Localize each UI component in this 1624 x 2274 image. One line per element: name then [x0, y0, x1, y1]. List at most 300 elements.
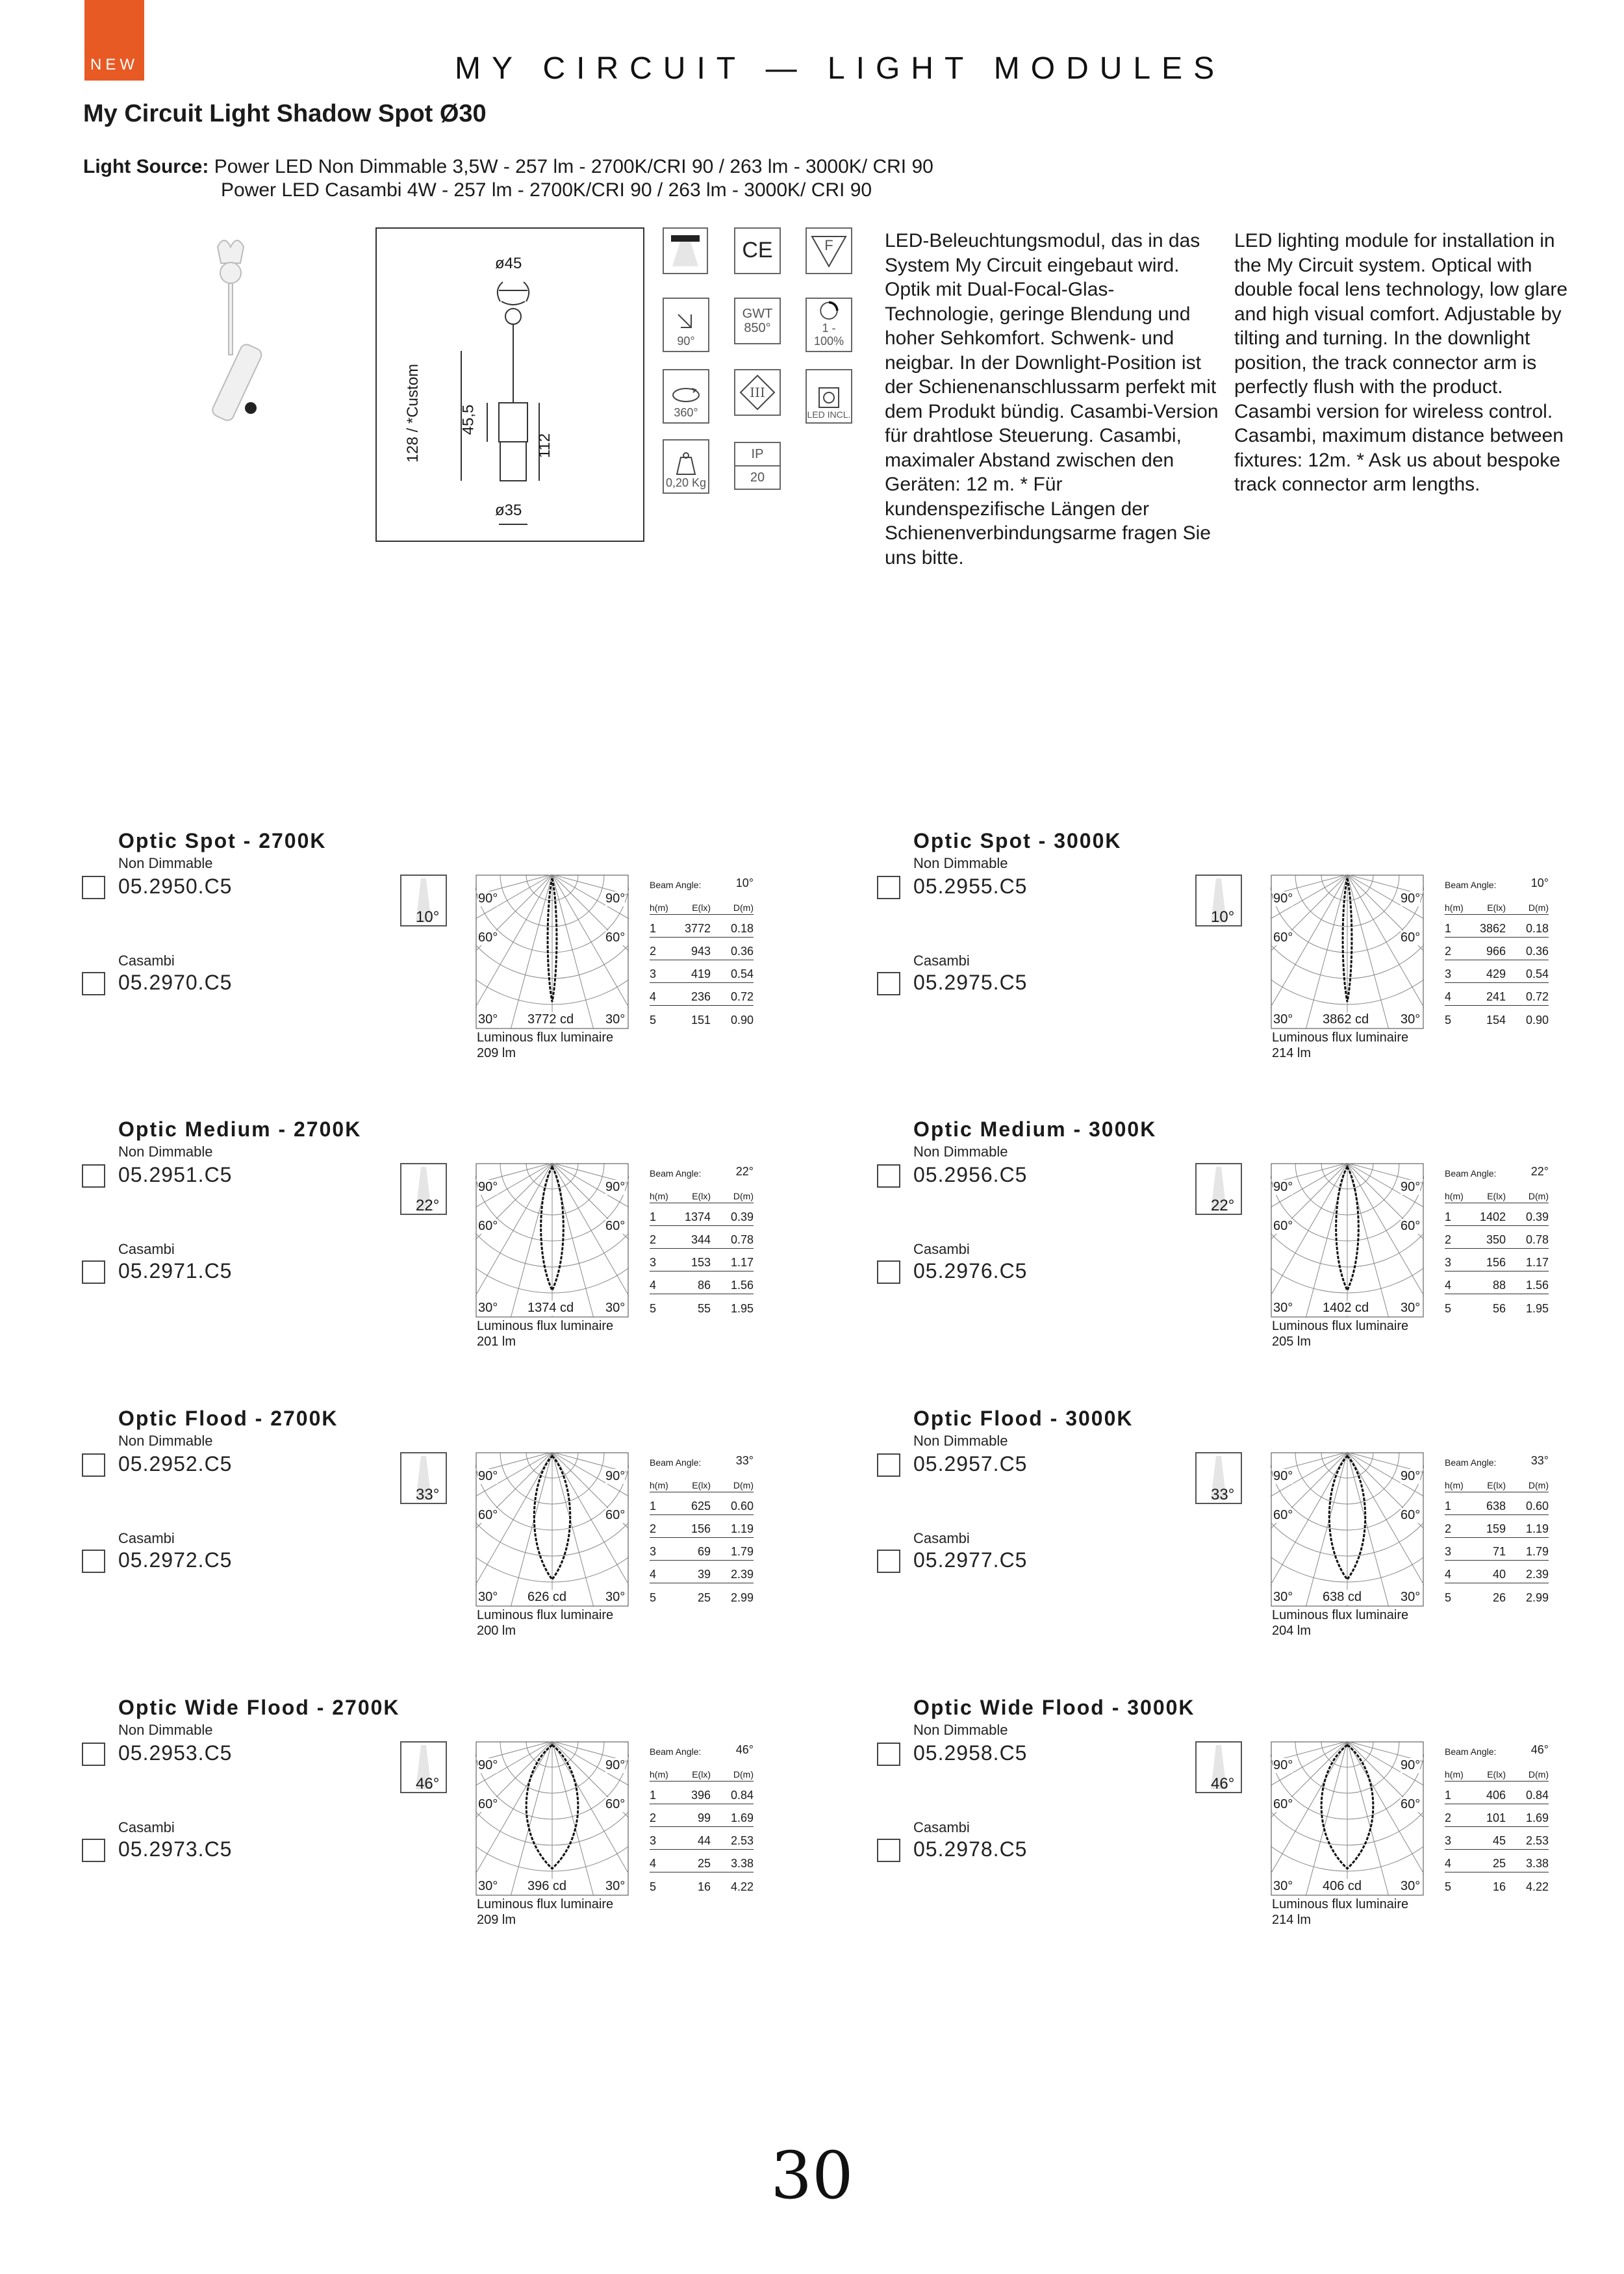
beam-angle-value: 10° [735, 876, 754, 889]
table-row [1445, 1294, 1549, 1317]
table-row [1445, 1583, 1549, 1606]
table-row [1445, 1872, 1549, 1895]
beam-angle-label: Beam Angle: [1445, 880, 1497, 890]
optic-title: Optic Medium - 2700K [118, 1118, 362, 1141]
code-casambi: 05.2975.C5 [913, 971, 1028, 994]
cell-e: 406 [1486, 1789, 1506, 1802]
polar-angle-90-right: 90° [1401, 891, 1421, 906]
table-row [650, 1271, 754, 1294]
checkbox-non-dimmable[interactable] [82, 876, 105, 899]
header-e: E(lx) [692, 1769, 711, 1780]
casambi-label: Casambi [118, 1530, 175, 1546]
table-row [1445, 1827, 1549, 1850]
cell-e: 419 [691, 967, 711, 980]
header-e: E(lx) [1487, 1191, 1506, 1201]
page-number: 30 [770, 2138, 854, 2214]
cell-e: 16 [697, 1880, 711, 1893]
checkbox-non-dimmable[interactable] [877, 1743, 900, 1766]
cell-e: 25 [1492, 1857, 1506, 1870]
cell-h: 2 [650, 1811, 657, 1824]
cell-h: 3 [1445, 1834, 1452, 1847]
polar-angle-30-right: 30° [1401, 1012, 1421, 1027]
optic-block [0, 829, 795, 1115]
table-header-row [650, 1758, 754, 1782]
non-dimmable-label: Non Dimmable [913, 1433, 1008, 1449]
cell-d: 0.18 [730, 922, 754, 935]
photometric-table [1445, 871, 1549, 1028]
code-casambi: 05.2978.C5 [913, 1837, 1028, 1861]
polar-angle-30-left: 30° [1273, 1301, 1293, 1315]
polar-angle-60-left: 60° [1273, 1508, 1293, 1522]
polar-angle-60-right: 60° [605, 1508, 626, 1522]
luminous-flux-label: Luminous flux luminaire [477, 1319, 614, 1333]
beam-icon-angle: 22° [1211, 1197, 1235, 1214]
luminous-flux-value: 209 lm [477, 1046, 516, 1060]
polar-angle-90-right: 90° [605, 1180, 626, 1194]
checkbox-non-dimmable[interactable] [877, 1164, 900, 1188]
non-dimmable-label: Non Dimmable [118, 1433, 213, 1449]
dimension-diameter-top: ø45 [495, 255, 522, 272]
cell-e: 55 [697, 1302, 711, 1315]
cell-h: 4 [650, 1279, 657, 1292]
series-title: MY CIRCUIT — LIGHT MODULES [455, 51, 1226, 86]
beam-icon-angle: 33° [416, 1486, 440, 1503]
header-h: h(m) [1445, 1769, 1464, 1780]
cell-d: 0.60 [1525, 1500, 1549, 1513]
casambi-label: Casambi [913, 1530, 970, 1546]
optic-block [0, 1118, 795, 1403]
cell-h: 5 [650, 1014, 657, 1027]
luminous-flux-label: Luminous flux luminaire [1272, 1319, 1409, 1333]
table-row [650, 1850, 754, 1872]
polar-angle-90-right: 90° [605, 1758, 626, 1772]
cell-e: 69 [697, 1545, 711, 1558]
cell-e: 16 [1492, 1880, 1506, 1893]
polar-angle-30-left: 30° [478, 1879, 498, 1893]
checkbox-non-dimmable[interactable] [82, 1453, 105, 1477]
code-non-dimmable: 05.2955.C5 [913, 875, 1028, 898]
ce-mark-icon [734, 227, 781, 274]
code-casambi: 05.2973.C5 [118, 1837, 233, 1861]
header-d: D(m) [1528, 1769, 1549, 1780]
table-row [650, 938, 754, 960]
cell-d: 2.99 [1525, 1591, 1549, 1604]
non-dimmable-label: Non Dimmable [913, 855, 1008, 871]
optic-title: Optic Flood - 2700K [118, 1407, 338, 1430]
polar-angle-90-right: 90° [605, 891, 626, 906]
table-row [650, 1804, 754, 1827]
beam-angle-value: 46° [1530, 1743, 1549, 1756]
table-row [650, 1249, 754, 1271]
optic-title: Optic Flood - 3000K [913, 1407, 1134, 1430]
optic-block [795, 1407, 1590, 1693]
table-beam-row [650, 1159, 754, 1180]
checkbox-non-dimmable[interactable] [82, 1743, 105, 1766]
header-d: D(m) [733, 1480, 754, 1490]
luminous-flux-label: Luminous flux luminaire [477, 1608, 614, 1622]
luminous-flux-value: 209 lm [477, 1913, 516, 1927]
beam-angle-label: Beam Angle: [650, 880, 702, 890]
polar-angle-30-left: 30° [478, 1012, 498, 1027]
cell-e: 1374 [684, 1210, 711, 1223]
header-d: D(m) [733, 1769, 754, 1780]
cell-d: 2.39 [1525, 1568, 1549, 1581]
candela-value: 1402 cd [1323, 1301, 1369, 1315]
cell-e: 350 [1486, 1233, 1506, 1246]
cell-e: 241 [1486, 990, 1506, 1003]
candela-value: 406 cd [1323, 1879, 1362, 1893]
table-row [1445, 1271, 1549, 1294]
cell-h: 4 [650, 1857, 657, 1870]
cell-e: 88 [1492, 1279, 1506, 1292]
cell-d: 0.84 [730, 1789, 754, 1802]
polar-angle-90-right: 90° [1401, 1758, 1421, 1772]
polar-angle-90-right: 90° [1401, 1180, 1421, 1194]
gwt-label: GWT [742, 307, 773, 321]
cell-h: 3 [650, 967, 657, 980]
table-row [650, 1226, 754, 1249]
polar-angle-30-left: 30° [1273, 1012, 1293, 1027]
optic-title: Optic Wide Flood - 2700K [118, 1696, 400, 1719]
header-d: D(m) [733, 902, 754, 913]
optic-block [0, 1407, 795, 1693]
product-title: My Circuit Light Shadow Spot Ø30 [83, 100, 487, 127]
cell-d: 0.84 [1525, 1789, 1549, 1802]
cell-h: 3 [650, 1256, 657, 1269]
gwt-temp: 850° [744, 321, 771, 335]
cell-e: 429 [1486, 967, 1506, 980]
table-row [650, 1782, 754, 1804]
polar-angle-30-left: 30° [1273, 1879, 1293, 1893]
cell-d: 1.17 [1525, 1256, 1549, 1269]
table-row [1445, 1006, 1549, 1028]
table-row [650, 1203, 754, 1226]
cell-e: 159 [1486, 1522, 1506, 1535]
cell-h: 3 [1445, 1545, 1452, 1558]
cell-e: 638 [1486, 1500, 1506, 1513]
non-dimmable-label: Non Dimmable [118, 1722, 213, 1738]
cell-h: 5 [650, 1880, 657, 1893]
checkbox-casambi[interactable] [82, 1839, 105, 1862]
table-row [650, 1827, 754, 1850]
cell-d: 1.19 [1525, 1522, 1549, 1535]
checkbox-casambi[interactable] [877, 1550, 900, 1573]
code-non-dimmable: 05.2958.C5 [913, 1741, 1028, 1765]
dimmer-icon [806, 298, 852, 352]
non-dimmable-label: Non Dimmable [913, 1722, 1008, 1738]
polar-angle-30-right: 30° [1401, 1879, 1421, 1893]
optic-block [795, 829, 1590, 1115]
cell-d: 3.38 [1525, 1857, 1549, 1870]
cell-h: 5 [1445, 1591, 1452, 1604]
polar-angle-90-left: 90° [478, 891, 498, 906]
checkbox-casambi[interactable] [877, 1839, 900, 1862]
table-row [650, 1515, 754, 1538]
beam-icon-angle: 46° [1211, 1775, 1235, 1793]
luminous-flux-value: 201 lm [477, 1335, 516, 1349]
cell-h: 2 [650, 945, 657, 958]
table-beam-row [1445, 871, 1549, 891]
polar-angle-60-right: 60° [605, 930, 626, 945]
optic-title: Optic Wide Flood - 3000K [913, 1696, 1195, 1719]
cell-h: 4 [650, 1568, 657, 1581]
dim-range-label: 1 - 100% [813, 322, 844, 348]
beam-angle-value: 46° [735, 1743, 754, 1756]
cell-d: 1.19 [730, 1522, 754, 1535]
cell-e: 3772 [684, 922, 711, 935]
track-mount-icon [663, 227, 708, 274]
beam-icon-angle: 22° [416, 1197, 440, 1214]
checkbox-casambi[interactable] [82, 1550, 105, 1573]
header-d: D(m) [1528, 902, 1549, 913]
photometric-table [650, 1159, 754, 1317]
table-row [650, 1538, 754, 1561]
header-h: h(m) [1445, 1191, 1464, 1201]
optic-title: Optic Medium - 3000K [913, 1118, 1157, 1141]
optic-block [0, 1696, 795, 1982]
description-german: LED-Beleuchtungsmodul, das in das System My Circuit eingebaut wird. Optik mit Dual-Focal-Glas-Technologie, geringe Blendung und hoher Sehkomfort. Schwenk- und neigbar. In der Downlight-Position ist der Schienenanschlussarm perfekt mit dem Produkt bündig. Casambi-Version für drahtlose Steuerung. Casambi, maximaler Abstand zwischen den Geräten: 12 m. * Für kundenspezifische Längen der Schienenverbindungsarme fragen Sie uns bitte. [885, 230, 1219, 568]
cell-h: 1 [1445, 1789, 1452, 1802]
led-label: LED INCL. [807, 409, 851, 420]
cell-d: 0.54 [1525, 967, 1549, 980]
polar-angle-60-left: 60° [1273, 930, 1293, 945]
cell-h: 5 [1445, 1302, 1452, 1315]
table-header-row [650, 1180, 754, 1203]
checkbox-non-dimmable[interactable] [877, 1453, 900, 1477]
code-non-dimmable: 05.2952.C5 [118, 1452, 233, 1476]
cell-h: 3 [650, 1834, 657, 1847]
checkbox-casambi[interactable] [82, 972, 105, 995]
cell-h: 1 [1445, 922, 1452, 935]
cell-d: 0.54 [730, 967, 754, 980]
cell-d: 0.36 [1525, 945, 1549, 958]
header-e: E(lx) [692, 1480, 711, 1490]
tilt-icon [663, 298, 709, 352]
polar-angle-30-left: 30° [478, 1590, 498, 1604]
polar-angle-30-right: 30° [605, 1012, 626, 1027]
cell-d: 2.99 [730, 1591, 754, 1604]
casambi-label: Casambi [118, 1241, 175, 1257]
beam-angle-label: Beam Angle: [1445, 1746, 1497, 1757]
cell-e: 99 [697, 1811, 711, 1824]
code-non-dimmable: 05.2957.C5 [913, 1452, 1028, 1476]
checkbox-non-dimmable[interactable] [82, 1164, 105, 1188]
code-non-dimmable: 05.2956.C5 [913, 1163, 1028, 1186]
beam-angle-label: Beam Angle: [1445, 1457, 1497, 1468]
tilt-label: 90° [677, 335, 695, 348]
cell-d: 1.79 [730, 1545, 754, 1558]
cell-d: 0.39 [1525, 1210, 1549, 1223]
polar-angle-60-right: 60° [1401, 1508, 1421, 1522]
header-h: h(m) [650, 1480, 668, 1490]
cell-e: 86 [697, 1279, 711, 1292]
beam-angle-value: 33° [1530, 1454, 1549, 1467]
table-row [1445, 1538, 1549, 1561]
ip-value: 20 [750, 470, 765, 485]
cell-h: 2 [1445, 1522, 1452, 1535]
polar-angle-30-right: 30° [605, 1301, 626, 1315]
cell-d: 4.22 [730, 1880, 754, 1893]
header-h: h(m) [1445, 1480, 1464, 1490]
beam-icon-angle: 33° [1211, 1486, 1235, 1503]
cell-e: 25 [697, 1857, 711, 1870]
cell-e: 1402 [1479, 1210, 1506, 1223]
cell-h: 3 [1445, 1256, 1452, 1269]
header-h: h(m) [650, 1191, 668, 1201]
non-dimmable-label: Non Dimmable [118, 855, 213, 871]
beam-angle-value: 10° [1530, 876, 1549, 889]
cell-e: 56 [1492, 1302, 1506, 1315]
polar-angle-60-right: 60° [1401, 1797, 1421, 1811]
cell-d: 1.17 [730, 1256, 754, 1269]
f-mark-icon [806, 227, 852, 274]
luminous-flux-value: 200 lm [477, 1624, 516, 1638]
polar-angle-60-right: 60° [1401, 1219, 1421, 1233]
cell-e: 25 [697, 1591, 711, 1604]
casambi-label: Casambi [118, 952, 175, 969]
cell-h: 1 [650, 1500, 657, 1513]
table-row [1445, 1226, 1549, 1249]
table-header-row [1445, 1180, 1549, 1203]
table-beam-row [1445, 1448, 1549, 1469]
casambi-label: Casambi [913, 1819, 970, 1835]
polar-angle-90-left: 90° [1273, 1180, 1293, 1194]
luminous-flux-value: 214 lm [1272, 1913, 1312, 1927]
cell-d: 4.22 [1525, 1880, 1549, 1893]
polar-angle-90-left: 90° [1273, 1758, 1293, 1772]
light-source-line-2: Power LED Casambi 4W - 257 lm - 2700K/CRI 90 / 263 lm - 3000K/ CRI 90 [221, 179, 872, 201]
polar-angle-90-left: 90° [478, 1180, 498, 1194]
candela-value: 3772 cd [527, 1012, 574, 1027]
cell-e: 396 [691, 1789, 711, 1802]
cell-h: 2 [1445, 1233, 1452, 1246]
cell-h: 1 [1445, 1500, 1452, 1513]
cell-d: 0.78 [1525, 1233, 1549, 1246]
luminous-flux-value: 204 lm [1272, 1624, 1312, 1638]
new-badge [84, 0, 144, 81]
table-row [650, 1872, 754, 1895]
code-non-dimmable: 05.2951.C5 [118, 1163, 233, 1186]
table-beam-row [1445, 1737, 1549, 1758]
non-dimmable-label: Non Dimmable [118, 1143, 213, 1160]
weight-icon [663, 439, 709, 494]
table-row [1445, 1515, 1549, 1538]
luminous-flux-value: 214 lm [1272, 1046, 1312, 1060]
table-row [1445, 1850, 1549, 1872]
casambi-label: Casambi [913, 952, 970, 969]
cell-e: 101 [1486, 1811, 1506, 1824]
candela-value: 396 cd [527, 1879, 567, 1893]
header-h: h(m) [1445, 902, 1464, 913]
cell-h: 1 [650, 1210, 657, 1223]
beam-angle-label: Beam Angle: [650, 1457, 702, 1468]
polar-angle-30-left: 30° [478, 1301, 498, 1315]
polar-angle-60-right: 60° [605, 1219, 626, 1233]
cell-e: 156 [691, 1522, 711, 1535]
beam-angle-label: Beam Angle: [650, 1746, 702, 1757]
new-badge-label: NEW [90, 56, 138, 73]
light-source-text-1: Power LED Non Dimmable 3,5W - 257 lm - 2700K/CRI 90 / 263 lm - 3000K/ CRI 90 [214, 156, 933, 177]
cell-h: 2 [650, 1233, 657, 1246]
ip-label: IP [751, 447, 764, 461]
cell-e: 44 [697, 1834, 711, 1847]
table-row [1445, 1492, 1549, 1515]
header-h: h(m) [650, 902, 668, 913]
checkbox-casambi[interactable] [877, 972, 900, 995]
polar-angle-60-right: 60° [605, 1797, 626, 1811]
table-header-row [650, 891, 754, 915]
table-beam-row [650, 871, 754, 891]
polar-angle-30-right: 30° [1401, 1301, 1421, 1315]
header-h: h(m) [650, 1769, 668, 1780]
candela-value: 3862 cd [1323, 1012, 1369, 1027]
cell-d: 1.79 [1525, 1545, 1549, 1558]
cell-d: 0.18 [1525, 922, 1549, 935]
polar-angle-90-right: 90° [605, 1469, 626, 1483]
weight-label: 0,20 Kg [665, 476, 707, 490]
cell-d: 1.95 [1525, 1302, 1549, 1315]
cell-h: 2 [1445, 1811, 1452, 1824]
table-row [1445, 1203, 1549, 1226]
polar-angle-30-right: 30° [605, 1879, 626, 1893]
cell-d: 1.95 [730, 1302, 754, 1315]
header-e: E(lx) [1487, 902, 1506, 913]
luminous-flux-label: Luminous flux luminaire [1272, 1030, 1409, 1045]
header-d: D(m) [1528, 1191, 1549, 1201]
cell-h: 2 [650, 1522, 657, 1535]
checkbox-non-dimmable[interactable] [877, 876, 900, 899]
cell-e: 45 [1492, 1834, 1506, 1847]
cell-d: 1.56 [730, 1279, 754, 1292]
casambi-label: Casambi [118, 1819, 175, 1835]
beam-angle-label: Beam Angle: [650, 1168, 702, 1179]
class-iii-icon [734, 369, 781, 416]
table-row [650, 1492, 754, 1515]
polar-angle-60-left: 60° [1273, 1219, 1293, 1233]
cell-h: 4 [1445, 1857, 1452, 1870]
description-english: LED lighting module for installation in the My Circuit system. Optical with double focal lens technology, low glare and high visual comfort. Adjustable by tilting and turning. In the downlight position, the track connector arm is perfectly flush with the product. Casambi version for wireless control. Casambi, maximum distance between fixtures: 12m. * Ask us about bespoke track connector arm lengths. [1234, 230, 1568, 495]
technical-drawing [375, 227, 644, 542]
cell-h: 4 [1445, 1279, 1452, 1292]
optic-block [795, 1118, 1590, 1403]
luminous-flux-value: 205 lm [1272, 1335, 1312, 1349]
table-header-row [1445, 1758, 1549, 1782]
cell-h: 1 [650, 1789, 657, 1802]
polar-angle-60-right: 60° [1401, 930, 1421, 945]
cell-d: 2.53 [730, 1834, 754, 1847]
beam-icon-angle: 10° [1211, 908, 1235, 926]
header-d: D(m) [733, 1191, 754, 1201]
checkbox-casambi[interactable] [877, 1260, 900, 1284]
table-row [650, 960, 754, 983]
cell-e: 40 [1492, 1568, 1506, 1581]
cell-h: 5 [650, 1302, 657, 1315]
cell-d: 0.72 [730, 990, 754, 1003]
dimension-diameter-bottom: ø35 [495, 502, 522, 519]
photometric-table [1445, 1159, 1549, 1317]
code-casambi: 05.2976.C5 [913, 1259, 1028, 1283]
product-image [195, 234, 286, 429]
cell-e: 625 [691, 1500, 711, 1513]
cell-e: 153 [691, 1256, 711, 1269]
polar-angle-90-left: 90° [478, 1469, 498, 1483]
ip-rating-icon [734, 442, 781, 490]
cell-e: 966 [1486, 945, 1506, 958]
header-e: E(lx) [1487, 1480, 1506, 1490]
checkbox-casambi[interactable] [82, 1260, 105, 1284]
polar-angle-60-left: 60° [1273, 1797, 1293, 1811]
beam-angle-value: 22° [1530, 1165, 1549, 1178]
